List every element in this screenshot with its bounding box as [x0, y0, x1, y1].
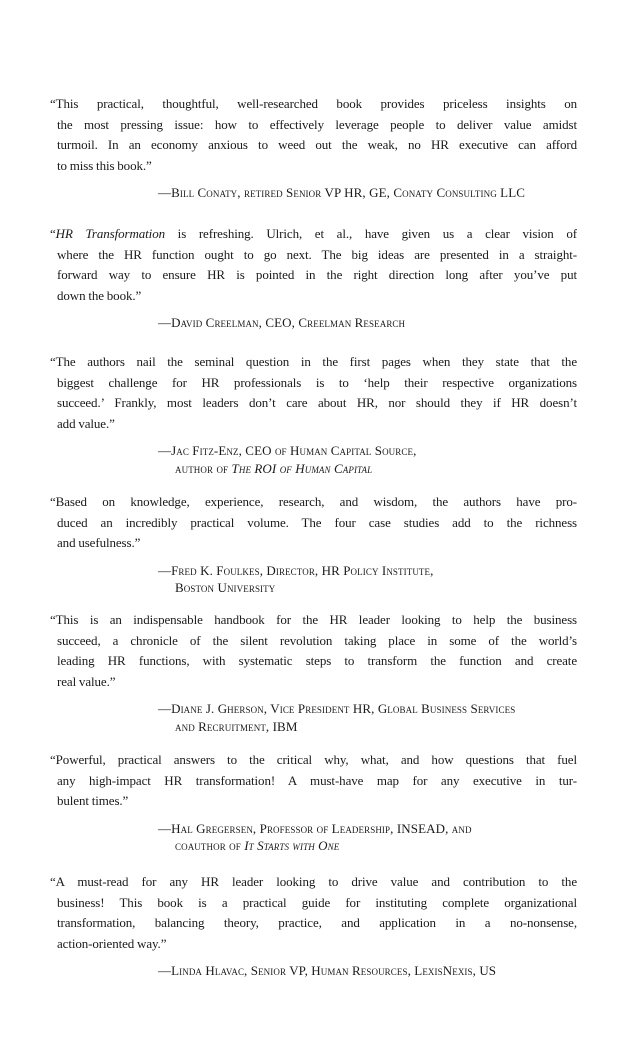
- text-run: biggest challenge for HR professionals is to ‘help their respective organizations: [57, 374, 577, 390]
- text-run: duced an incredibly practical volume. The four case studies add to the richness: [57, 514, 577, 530]
- quote-line: [50, 610, 577, 631]
- text-run: the most pressing issue: how to effectively leverage people to deliver value amidst: [57, 116, 577, 132]
- quote-line: [50, 492, 577, 513]
- quote-line: [57, 913, 577, 934]
- text-run: succeed.’ Frankly, most leaders don’t care about HR, nor should they if HR doesn’t: [57, 395, 577, 410]
- attribution-line: [158, 820, 577, 838]
- text-run: —David Creelman, CEO, Creelman Research: [158, 315, 406, 330]
- quote-line: [57, 135, 577, 156]
- text-run: “This practical, thoughtful, well-researched book provides priceless insights on: [50, 96, 577, 111]
- text-run: —Hal Gregersen, Professor of Leadership, INSEAD, and: [158, 820, 472, 836]
- text-run: action-oriented way.”: [57, 935, 167, 951]
- quote-attribution: [158, 314, 577, 332]
- quote-line: [57, 791, 577, 812]
- quote-attribution: [158, 184, 577, 202]
- quote-block-fitz-enz: [50, 352, 577, 477]
- quote-attribution: [158, 562, 577, 597]
- quote-attribution: [158, 442, 577, 477]
- quote-block-conaty: [50, 94, 577, 202]
- quote-line: [57, 265, 577, 286]
- text-run: “A must-read for any HR leader looking to drive value and contribution to the: [50, 874, 577, 889]
- quote-line: [57, 771, 577, 792]
- attribution-line: [175, 460, 577, 478]
- text-run: coauthor of: [175, 838, 245, 853]
- quote-line: [57, 651, 577, 672]
- quote-line: [57, 631, 577, 652]
- quote-block-hlavac: [50, 872, 577, 980]
- italic-title-text: HR Transformation: [55, 226, 165, 241]
- attribution-line: [158, 314, 577, 332]
- text-run: —Jac Fitz-Enz, CEO of Human Capital Source,: [158, 443, 417, 458]
- attribution-line: [158, 562, 577, 580]
- quote-line: [50, 872, 577, 893]
- quote-attribution: [158, 700, 577, 735]
- text-run: transformation, balancing theory, practice, and application in a no-nonsense,: [57, 915, 577, 930]
- attribution-line: [158, 962, 577, 980]
- quote-line: [50, 352, 577, 373]
- quote-line: [57, 115, 577, 136]
- text-run: where the HR function ought to go next. The big ideas are presented in a straight-: [57, 246, 577, 262]
- quote-line: [57, 286, 577, 307]
- quote-line: [50, 750, 577, 771]
- text-run: “: [50, 226, 56, 241]
- text-run: and Recruitment, IBM: [175, 718, 298, 734]
- quote-line: [50, 224, 577, 245]
- attribution-line: [175, 718, 577, 736]
- text-run: and usefulness.”: [57, 535, 141, 550]
- quote-line: [57, 245, 577, 266]
- quote-block-creelman: [50, 224, 577, 332]
- quote-line: [57, 156, 577, 177]
- text-run: —Bill Conaty, retired Senior VP HR, GE, Conaty Consulting LLC: [158, 185, 526, 200]
- text-run: “This is an indispensable handbook for the HR leader looking to help the business: [50, 612, 577, 627]
- text-run: to miss this book.”: [57, 157, 152, 173]
- text-run: is refreshing. Ulrich, et al., have given us a clear vision of: [165, 226, 577, 241]
- quote-line: [57, 672, 577, 693]
- quote-line: [57, 893, 577, 914]
- quote-block-gregersen: [50, 750, 577, 855]
- quote-line: [50, 94, 577, 115]
- text-run: succeed, a chronicle of the silent revolution taking place in some of the world’s: [57, 632, 577, 648]
- quote-line: [57, 533, 577, 554]
- text-run: any high-impact HR transformation! A must-have map for any executive in tur-: [57, 772, 577, 788]
- quote-line: [57, 934, 577, 955]
- text-run: real value.”: [57, 673, 116, 689]
- text-run: Boston University: [175, 580, 276, 595]
- text-run: “Based on knowledge, experience, research, and wisdom, the authors have pro-: [50, 494, 577, 509]
- attribution-line: [175, 837, 577, 855]
- text-run: “The authors nail the seminal question in the first pages when they state that the: [50, 354, 577, 369]
- attribution-line: [175, 579, 577, 597]
- text-run: leading HR functions, with systematic steps to transform the function and create: [57, 653, 577, 668]
- quote-line: [57, 414, 577, 435]
- quote-block-gherson: [50, 610, 577, 735]
- text-run: —Diane J. Gherson, Vice President HR, Global Business Services: [158, 701, 516, 716]
- text-run: “Powerful, practical answers to the critical why, what, and how questions that fuel: [50, 752, 577, 767]
- text-run: —Fred K. Foulkes, Director, HR Policy Institute,: [158, 562, 434, 578]
- text-run: turmoil. In an economy anxious to weed out the weak, no HR executive can afford: [57, 137, 577, 152]
- text-run: —Linda Hlavac, Senior VP, Human Resources, LexisNexis, US: [158, 963, 497, 978]
- text-run: down the book.”: [57, 287, 142, 303]
- attribution-line: [158, 700, 577, 718]
- quote-attribution: [158, 962, 577, 980]
- italic-title-text: The ROI of Human Capital: [231, 460, 373, 476]
- quote-line: [57, 513, 577, 534]
- quote-line: [57, 373, 577, 394]
- text-run: add value.”: [57, 415, 115, 431]
- text-run: author of: [175, 460, 232, 476]
- attribution-line: [158, 184, 577, 202]
- text-run: forward way to ensure HR is pointed in the right direction long after you’ve put: [57, 267, 577, 282]
- text-run: business! This book is a practical guide for instituting complete organizational: [57, 894, 577, 910]
- quote-line: [57, 393, 577, 414]
- quote-attribution: [158, 820, 577, 855]
- italic-title-text: It Starts with One: [244, 838, 340, 853]
- text-run: bulent times.”: [57, 793, 129, 808]
- quote-block-foulkes: [50, 492, 577, 597]
- attribution-line: [158, 442, 577, 460]
